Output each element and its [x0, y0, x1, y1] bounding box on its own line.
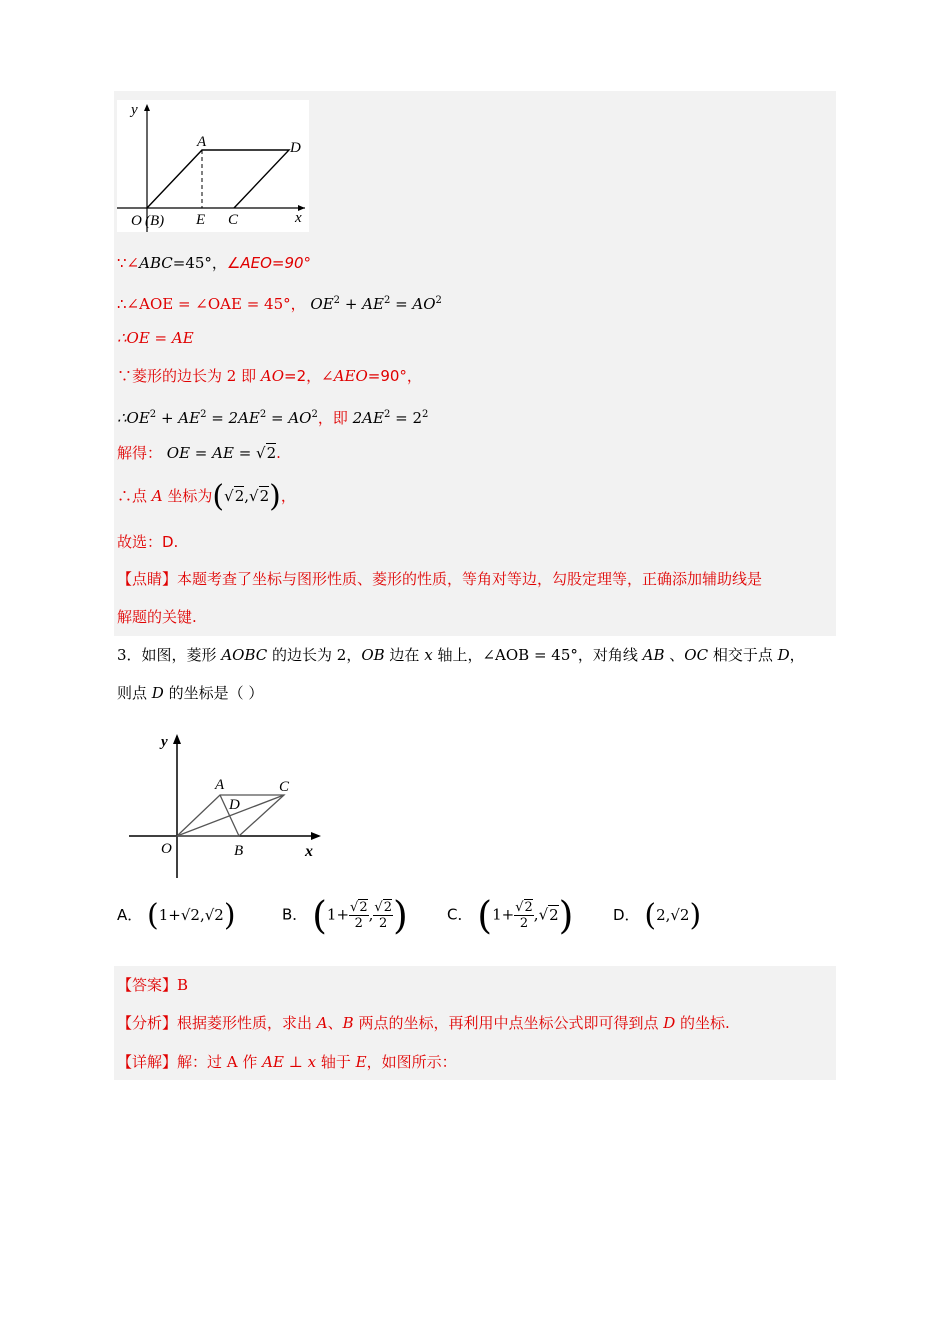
- fig2-label-x: x: [305, 843, 313, 860]
- fig2-label-d: D: [229, 797, 240, 813]
- sol-line-10: 解题的关键.: [117, 608, 197, 626]
- sol-line-9: 【点睛】本题考查了坐标与图形性质、菱形的性质，等角对等边，勾股定理等，正确添加辅助线是: [117, 570, 763, 588]
- option-b[interactable]: B． (1+ $\frac{√2}{2}$ , $\frac{√2}{2}$ ): [282, 893, 408, 938]
- sol-line-2: ∴∠AOE = ∠OAE = 45°， $OE^2 + AE^2 = AO^2$: [117, 295, 442, 313]
- fig1-label-b: (B): [145, 213, 165, 229]
- sol-line-1: ∵∠ABC=45°，∠AEO=90°: [117, 254, 312, 272]
- option-c[interactable]: C． (1+ $\frac{√2}{2}$ ,√2): [447, 893, 574, 938]
- sol-line-4: ∵菱形的边长为 2 即 AO=2，∠AEO=90°，: [117, 367, 422, 385]
- option-a[interactable]: A． (1+√2,√2): [117, 898, 236, 933]
- analysis-line: 【分析】根据菱形性质，求出 A、B 两点的坐标，再利用中点坐标公式即可得到点 D 的坐标.: [117, 1014, 730, 1032]
- sol-line-7: ∴点 A 坐标为(√2,√2)，: [117, 479, 296, 514]
- fig1-label-c: C: [228, 212, 239, 228]
- fig2-label-c: C: [279, 779, 290, 795]
- option-d[interactable]: D． (2,√2): [613, 898, 702, 933]
- fig1-label-o: O: [131, 213, 142, 229]
- figure-parallelogram: [117, 100, 309, 232]
- sol-line-3: ∴OE = AE: [117, 329, 194, 347]
- sol-line-5: $\therefore OE^2 + AE^2 = 2AE^2 = AO^2$，即 $2AE^2 = 2^2$: [117, 409, 429, 427]
- fig1-label-e: E: [196, 212, 206, 228]
- fig2-label-o: O: [161, 841, 172, 857]
- figure-rhombus: [127, 728, 327, 880]
- detail-line: 【详解】解：过 A 作 AE ⊥ x 轴于 E，如图所示：: [117, 1053, 457, 1071]
- sol-line-8: 故选：D.: [117, 533, 179, 551]
- q3-line-2: 则点 D 的坐标是（ ）: [117, 684, 264, 702]
- fig2-label-a: A: [215, 777, 225, 793]
- fig2-label-b: B: [234, 843, 244, 859]
- fig2-label-y: y: [161, 734, 168, 750]
- sol-line-6: 解得： OE = AE = √2.: [117, 444, 281, 462]
- fig1-label-y: y: [131, 102, 138, 118]
- fig1-label-x: x: [295, 210, 302, 226]
- fig1-label-a: A: [197, 134, 207, 150]
- fig1-label-d: D: [290, 140, 301, 156]
- q3-line-1: 3．如图，菱形 AOBC 的边长为 2，OB 边在 x 轴上，∠AOB = 45°，对角线 AB 、OC 相交于点 D，: [117, 646, 805, 664]
- answer-line: 【答案】B: [117, 976, 189, 994]
